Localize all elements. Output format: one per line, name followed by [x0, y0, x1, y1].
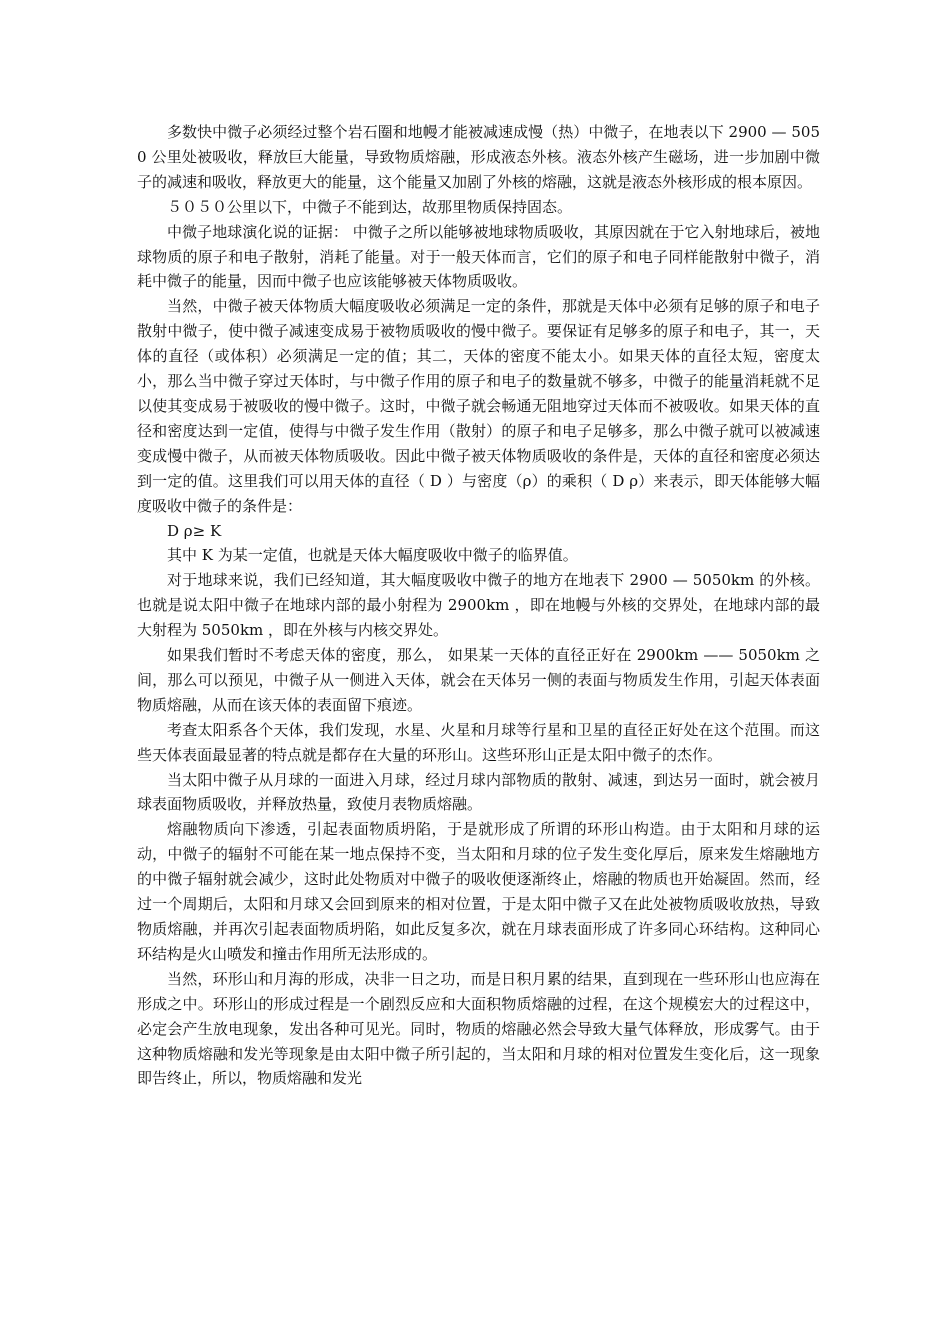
formula-d-rho-k: D ρ≥ K [167, 521, 222, 540]
paragraph-below-5050km: ５０５０公里以下，中微子不能到达，故那里物质保持固态。 [167, 197, 573, 216]
document-body [137, 120, 820, 1091]
paragraph-absorption-conditions: 当然，中微子被天体物质大幅度吸收必须满足一定的条件，那就是天体中必须有足够的原子和电子散射中微子，使中微子减速变成易于被物质吸收的慢中微子。要保证有足够多的原子和电子，其一，天体的直径（或体积）必须满足一定的值；其二，天体的密度不能太小。如果天体的直径太短，密度太小，那么当中微子穿过天体时，与中微子作用的原子和电子的数量就不够多，中微子的能量消耗就不足以使其变成易于被吸收的慢中微子。这时，中微子就会畅通无阻地穿过天体而不被吸收。如果天体的直径和密度达到一定值，使得与中微子发生作用（散射）的原子和电子足够多，那么中微子就可以被减速变成慢中微子，从而被天体物质吸收。因此中微子被天体物质吸收的条件是，天体的直径和密度必须达到一定的值。这里我们可以用天体的直径（ D ）与密度（ρ）的乘积（ D ρ）来表示，即天体能够大幅度吸收中微子的条件是： [137, 297, 820, 515]
paragraph-crater-formation-process: 当然，环形山和月海的形成，决非一日之功，而是日积月累的结果，直到现在一些环形山也应海在形成之中。环形山的形成过程是一个剧烈反应和大面积物质熔融的过程，在这个规模宏大的过程这中，必定会产生放电现象，发出各种可见光。同时，物质的熔融必然会导致大量气体释放，形成雾气。由于这种物质熔融和发光等现象是由太阳中微子所引起的，当太阳和月球的相对位置发生变化后，这一现象即告终止，所以，物质熔融和发光 [137, 969, 820, 1088]
paragraph-outer-core-formation: 多数快中微子必须经过整个岩石圈和地幔才能被减速成慢（热）中微子，在地表以下 2900 — 5050 公里处被吸收，释放巨大能量，导致物质熔融，形成液态外核。液态外核产生磁场，进一步加剧中微子的减速和吸收，释放更大的能量，这个能量又加剧了外核的熔融，这就是液态外核形成的根本原因。 [137, 123, 820, 191]
paragraph-crater-structure: 熔融物质向下渗透，引起表面物质坍陷，于是就形成了所谓的环形山构造。由于太阳和月球的运动，中微子的辐射不可能在某一地点保持不变，当太阳和月球的位子发生变化厚后，原来发生熔融地方的中微子辐射就会减少，这时此处物质对中微子的吸收便逐渐终止，熔融的物质也开始凝固。然而，经过一个周期后，太阳和月球又会回到原来的相对位置，于是太阳中微子又在此处被物质吸收放热，导致物质熔融，并再次引起表面物质坍陷，如此反复多次，就在月球表面形成了许多同心环结构。这种同心环结构是火山喷发和撞击作用所无法形成的。 [137, 820, 820, 963]
paragraph-diameter-hypothesis: 如果我们暂时不考虑天体的密度，那么， 如果某一天体的直径正好在 2900km —— 5050km 之间，那么可以预见，中微子从一侧进入天体，就会在天体另一侧的表面与物质发生作用，引起天体表面物质熔融，从而在该天体的表面留下痕迹。 [137, 646, 820, 714]
paragraph-critical-value: 其中 K 为某一定值，也就是天体大幅度吸收中微子的临界值。 [167, 546, 578, 565]
paragraph-evidence: 中微子地球演化说的证据： 中微子之所以能够被地球物质吸收，其原因就在于它入射地球后，被地球物质的原子和电子散射，消耗了能量。对于一般天体而言，它们的原子和电子同样能散射中微子，消耗中微子的能量，因而中微子也应该能够被天体物质吸收。 [137, 222, 820, 291]
paragraph-solar-system-bodies: 考查太阳系各个天体，我们发现，水星、火星和月球等行星和卫星的直径正好处在这个范围。而这些天体表面最显著的特点就是都存在大量的环形山。这些环形山正是太阳中微子的杰作。 [137, 720, 820, 764]
paragraph-earth-range: 对于地球来说，我们已经知道，其大幅度吸收中微子的地方在地表下 2900 — 5050km 的外核。也就是说太阳中微子在地球内部的最小射程为 2900km ，即在地幔与外核的交界处，在地球内部的最大射程为 5050km ，即在外核与内核交界处。 [137, 571, 820, 640]
paragraph-moon-entry: 当太阳中微子从月球的一面进入月球，经过月球内部物质的散射、减速，到达另一面时，就会被月球表面物质吸收，并释放热量，致使月表物质熔融。 [137, 770, 820, 814]
